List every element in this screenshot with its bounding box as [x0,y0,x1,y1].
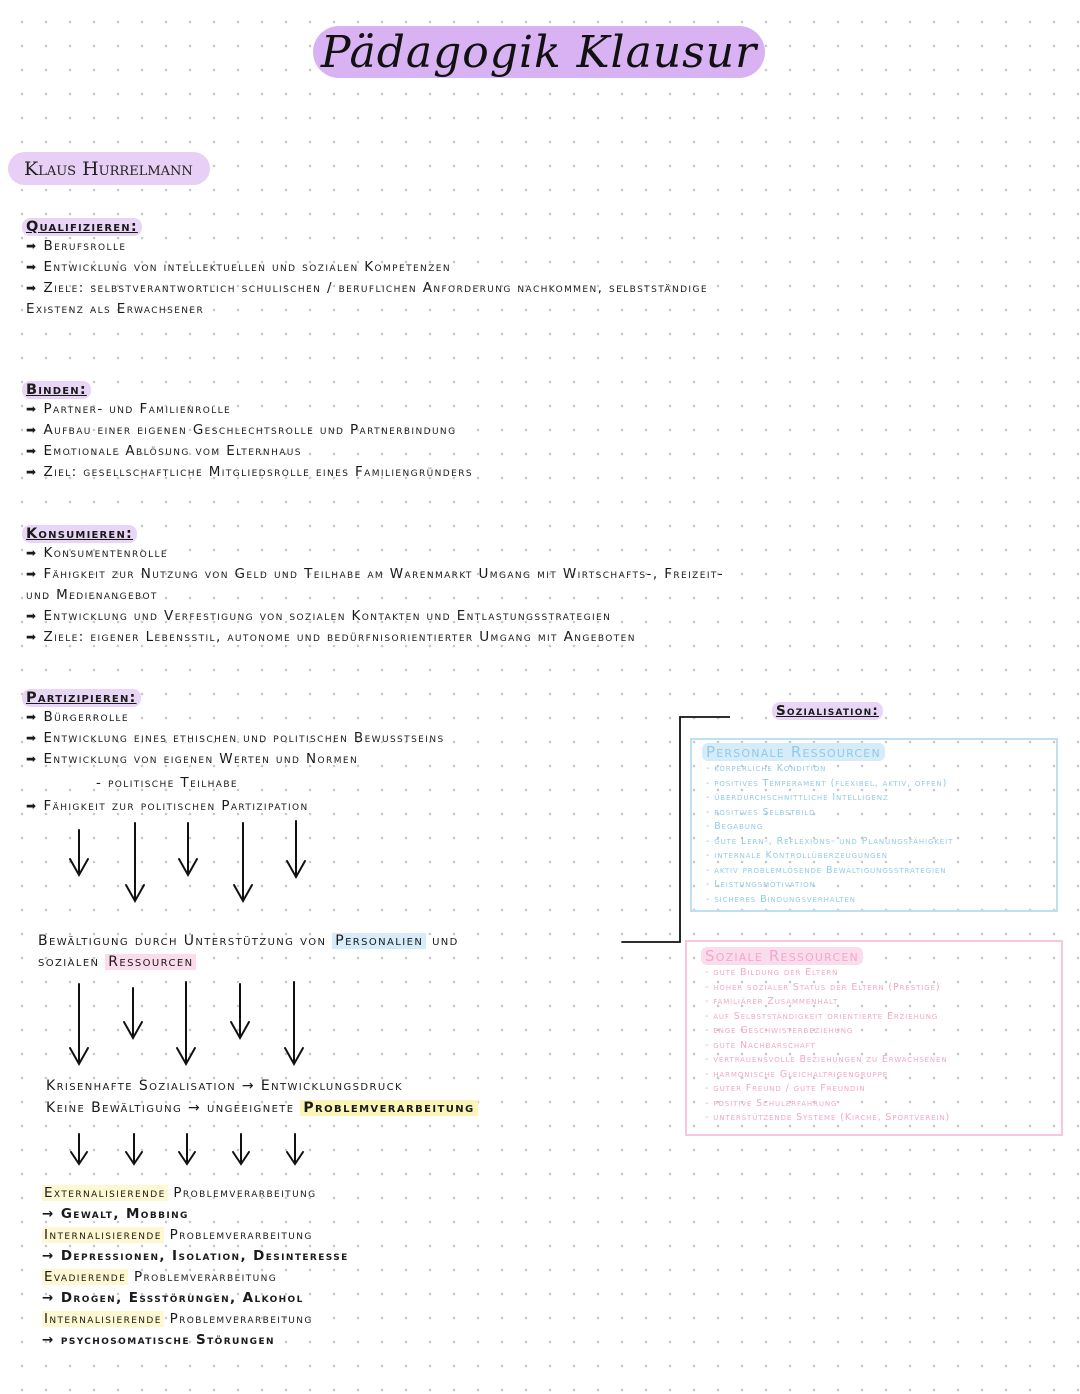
down-arrow-icon [179,1134,195,1164]
list-item: - auf Selbstständigkeit orientierte Erziehung [705,1010,939,1022]
down-arrow-icon [177,982,195,1064]
list-item: ➡ Berufsrolle [26,238,127,254]
list-item: - internale Kontrollüberzeugungen [706,850,888,861]
down-arrow-icon [70,830,88,875]
section-heading: Partizipieren: [22,689,141,707]
arrow-bullet-icon: ➡ [26,567,38,581]
down-arrow-icon [70,984,88,1064]
section-konsumieren [22,523,724,648]
arrow-right-icon: → [188,1100,202,1116]
highlight-personalien: Personalien [332,933,426,949]
down-arrows-group-3 [60,1128,340,1173]
list-item-result: → Drogen, Essstörungen, Alkohol [42,1290,304,1306]
arrow-bullet-icon: ➡ [26,799,38,813]
list-item-result: → Gewalt, Mobbing [42,1206,189,1222]
down-arrow-icon [179,823,197,875]
list-item: ➡ Partner- und Familienrolle [26,401,232,417]
list-item: ➡ Aufbau einer eigenen Geschlechtsrolle und Partnerbindung [26,422,457,438]
list-item: ➡ Entwicklung eines ethischen und politischen Bewusstseins [26,730,445,746]
arrow-right-icon: → [241,1078,255,1094]
arrow-bullet-icon: ➡ [26,402,38,416]
list-item: ➡ Fähigkeit zur Nutzung von Geld und Teilhabe am Warenmarkt Umgang mit Wirtschafts-, Freizeit- [26,566,725,582]
list-item: - hoher sozialer Status der Eltern (Prestige) [705,981,941,993]
arrow-bullet-icon: ➡ [26,752,38,766]
list-item: - positives Selbstbild [706,806,816,818]
list-item: - vertrauensvolle Beziehungen zu Erwachsenen [705,1054,948,1065]
list-item: - überdurchschnittliche Intelligenz [706,792,889,803]
box-title: Personale Ressourcen [702,743,885,761]
list-item: Internalisierende Problemverarbeitung [44,1227,313,1243]
arrow-right-icon: → [42,1206,55,1222]
page-title: Pädagogik Klausur [313,26,765,78]
list-item: - gute Nachbarschaft [705,1039,816,1051]
list-item: - enge Geschwisterbeziehung [705,1025,854,1036]
list-item-continuation: und Medienangebot [26,587,158,603]
list-item: ➡ Konsumentenrolle [26,545,168,561]
arrow-bullet-icon: ➡ [26,281,38,295]
section-partizipieren [22,687,445,817]
list-item: - gute Bildung der Eltern [705,967,839,978]
arrow-right-icon: → [42,1248,55,1264]
list-item: - sicheres Bindungsverhalten [706,893,856,905]
list-item-result: → psychosomatische Störungen [42,1332,275,1348]
list-item: - Leistungsmotivation [706,879,816,890]
arrow-right-icon: → [42,1290,55,1306]
down-arrow-icon [124,988,142,1038]
list-item: ➡ Ziele: selbstverantwortlich schulischen / beruflichen Anforderung nachkommen, selbstständige [26,280,708,296]
list-item: ➡ Entwicklung und Verfestigung von sozialen Kontakten und Entlastungsstrategien [26,608,612,624]
list-item: - gute Lern-, Reflexions- und Planungsfähigkeit [706,835,954,847]
list-item: Evadierende Problemverarbeitung [44,1269,278,1285]
box-title: Soziale Ressourcen [701,947,863,965]
arrow-bullet-icon: ➡ [26,630,38,644]
sozialisation-heading: Sozialisation: [772,702,883,720]
list-item: - familiärer Zusammenhalt [705,996,839,1007]
list-item: - unterstützende Systeme (Kirche, Sportverein) [705,1112,951,1123]
down-arrow-icon [285,982,303,1064]
list-item: - positives Temperament (flexibel, aktiv, offen) [706,777,948,789]
arrow-bullet-icon: ➡ [26,710,38,724]
highlight-problemverarbeitung: Problemverarbeitung [300,1100,477,1116]
list-item-result: → Depressionen, Isolation, Desinteresse [42,1248,349,1264]
section-heading: Qualifizieren: [22,218,142,236]
author-label: Klaus Hurrelmann [8,152,210,185]
list-item: - guter Freund / gute Freundin [705,1083,866,1094]
list-item: ➡ Entwicklung von eigenen Werten und Normen [26,751,359,767]
section-heading: Binden: [22,381,91,399]
sub-list-item: - politische Teilhabe [96,775,239,791]
personale-ressourcen-box [690,738,1058,912]
list-item: ➡ Entwicklung von intellektuellen und sozialen Kompetenzen [26,259,451,275]
arrow-bullet-icon: ➡ [26,444,38,458]
down-arrow-icon [287,1134,303,1164]
arrow-right-icon: → [42,1332,55,1348]
list-item: - Begabung [706,821,764,832]
arrow-bullet-icon: ➡ [26,465,38,479]
arrow-bullet-icon: ➡ [26,731,38,745]
bewaeltigung-text: Bewältigung durch Unterstützung von Personalien und sozialen Ressourcen [38,933,459,970]
section-binden [22,379,473,483]
list-item: Internalisierende Problemverarbeitung [44,1311,313,1327]
list-item: ➡ Bürgerrolle [26,709,129,725]
list-item: ➡ Emotionale Ablösung vom Elternhaus [26,443,302,459]
arrow-bullet-icon: ➡ [26,260,38,274]
list-item: Externalisierende Problemverarbeitung [44,1185,317,1201]
down-arrow-icon [126,823,144,901]
down-arrows-group-2 [60,978,340,1073]
list-item: ➡ Fähigkeit zur politischen Partizipation [26,798,309,814]
section-heading: Konsumieren: [22,525,137,543]
arrow-bullet-icon: ➡ [26,609,38,623]
soziale-ressourcen-box [685,940,1063,1136]
down-arrow-icon [71,1134,87,1164]
arrow-bullet-icon: ➡ [26,423,38,437]
list-item: - harmonische Gleichaltrigengruppe [705,1068,889,1080]
section-qualifizieren [22,216,708,320]
arrow-bullet-icon: ➡ [26,239,38,253]
down-arrow-icon [287,821,305,877]
down-arrow-icon [234,823,252,901]
down-arrow-icon [231,984,249,1038]
arrow-bullet-icon: ➡ [26,546,38,560]
down-arrow-icon [126,1134,142,1164]
list-item: ➡ Ziele: eigener Lebensstil, autonome und bedürfnisorientierter Umgang mit Angeboten [26,629,636,645]
list-item: - körperliche Kondition [706,763,827,774]
list-item: - positive Schulerfahrung [705,1097,838,1109]
highlight-ressourcen: Ressourcen [105,954,196,970]
krise-text: Krisenhafte Sozialisation → Entwicklungsdruck Keine Bewältigung → ungeeignete Problemverarbeitung [46,1075,478,1119]
list-item: - aktiv problemlösende Bewältigungsstrategien [706,864,947,876]
list-item: ➡ Ziel: gesellschaftliche Mitgliedsrolle eines Familiengründers [26,464,473,480]
problemverarbeitung-list [42,1183,349,1351]
list-item-continuation: Existenz als Erwachsener [26,301,205,317]
down-arrow-icon [233,1134,249,1164]
down-arrows-group-1 [60,815,340,915]
